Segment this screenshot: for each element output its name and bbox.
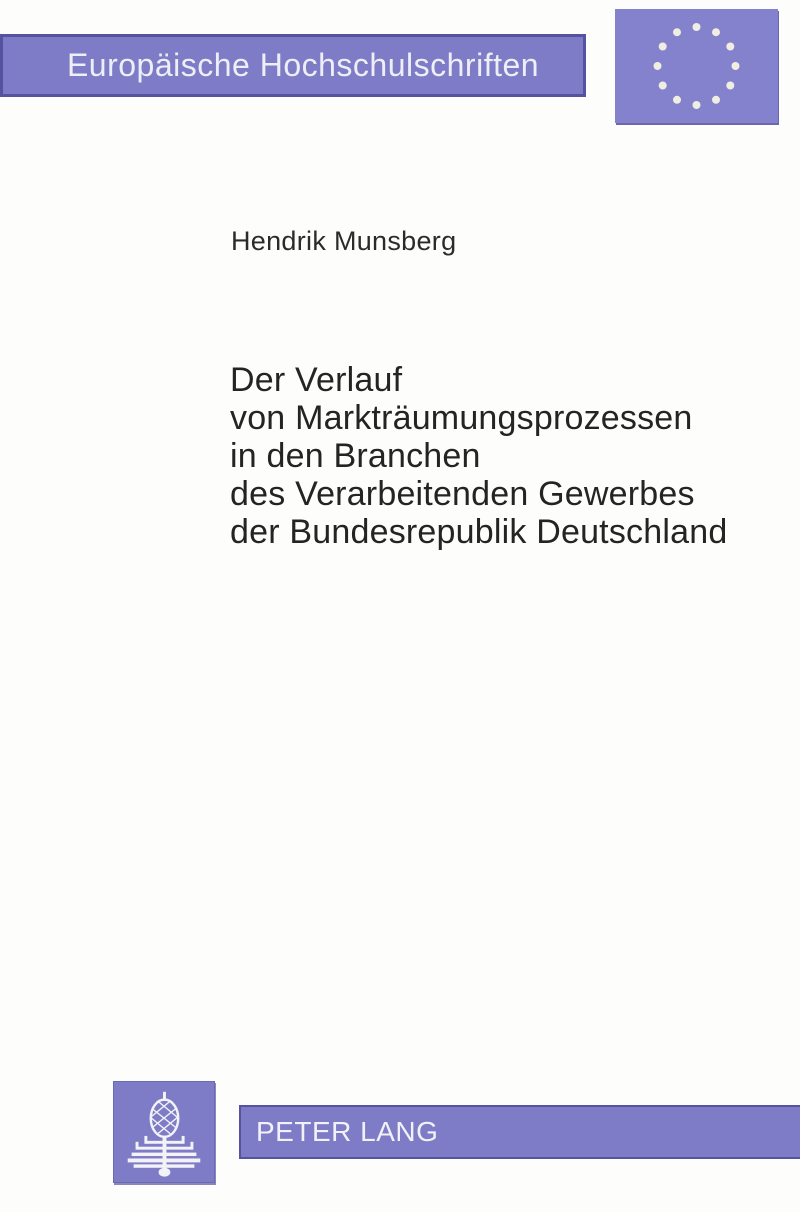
title-line: von Markträumungsprozessen (230, 399, 693, 437)
emblem-shapes (128, 1092, 201, 1177)
eu-flag-icon (615, 9, 778, 123)
eu-stars-group (654, 23, 740, 109)
title-line: der Bundesrepublik Deutschland (230, 513, 728, 551)
series-title: Europäische Hochschulschriften (66, 47, 540, 83)
publisher-name: PETER LANG (256, 1116, 439, 1147)
title-line: des Verarbeitenden Gewerbes (230, 475, 695, 513)
peter-lang-logo (113, 1081, 215, 1183)
series-banner (0, 34, 586, 97)
eu-stars-graphic (615, 9, 778, 123)
author-name: Hendrik Munsberg (231, 226, 457, 256)
publisher-banner (239, 1105, 800, 1159)
peter-lang-emblem-icon (114, 1082, 214, 1182)
title-line: in den Branchen (230, 437, 481, 475)
title-line: Der Verlauf (230, 361, 403, 399)
book-title (230, 361, 727, 551)
